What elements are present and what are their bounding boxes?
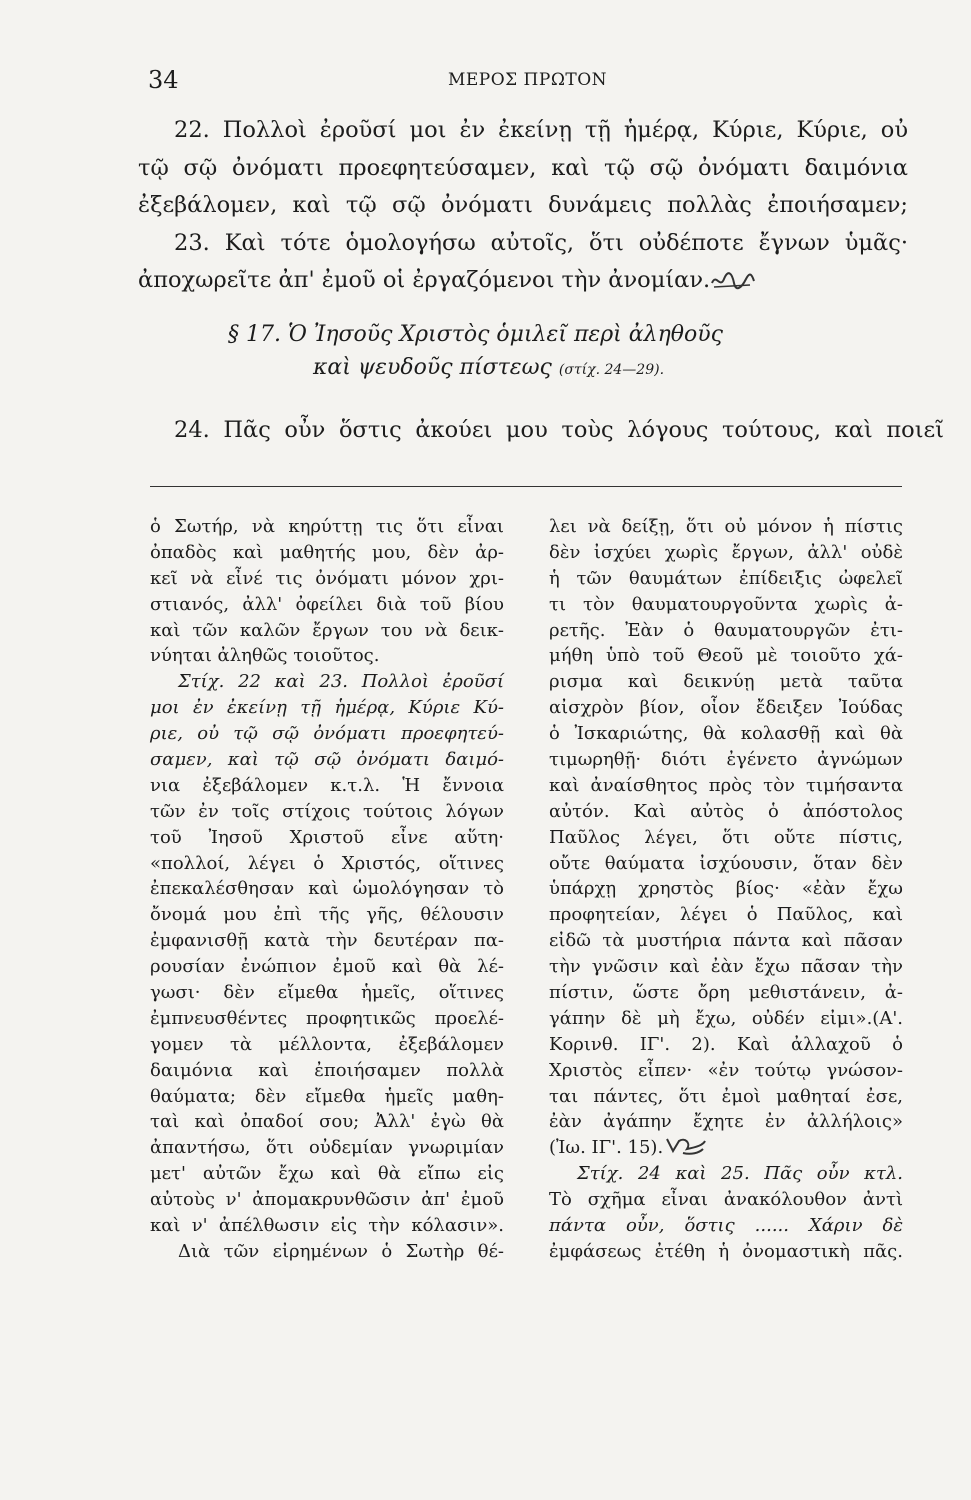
verse-24-text: 24. Πᾶς οὖν ὅστις ἀκούει μου τοὺς λόγους τούτους, καὶ ποιεῖ <box>174 417 944 443</box>
commentary-line: ὀπαδὸς καὶ μαθητής μου, δὲν ἀρ- <box>150 541 504 563</box>
commentary-line: ὁ Ἰσκαριώτης, θὰ κολασθῇ καὶ θὰ <box>549 723 903 745</box>
commentary-line: τι τὸν θαυματουργοῦντα χωρὶς ἀ- <box>549 593 903 615</box>
commentary-line: μοι ἐν ἐκείνῃ τῇ ἡμέρᾳ, Κύριε Κύ- <box>150 697 504 719</box>
commentary-line: τῶν ἐν τοῖς στίχοις τούτοις λόγων <box>150 800 504 822</box>
handwritten-mark-icon <box>710 269 756 291</box>
commentary-line: νια ἐξεβάλομεν κ.τ.λ. Ἡ ἔννοια <box>150 774 504 796</box>
commentary-line: ρουσίαν ἐνώπιον ἐμοῦ καὶ θὰ λέ- <box>150 956 504 978</box>
commentary-line: ἀπαντήσω, ὅτι οὐδεμίαν γνωριμίαν <box>150 1137 504 1159</box>
commentary-line: προφητείαν, λέγει ὁ Παῦλος, καὶ <box>549 904 903 926</box>
commentary-line: Παῦλος λέγει, ὅτι οὔτε πίστις, <box>549 826 903 848</box>
main-text-line: ἐξεβάλομεν, καὶ τῷ σῷ ὀνόματι δυνάμεις πολλὰς ἐποιήσαμεν; <box>138 192 908 218</box>
commentary-line: σαμεν, καὶ τῷ σῷ ὀνόματι δαιμό- <box>150 749 504 771</box>
commentary-line: ἐπεκαλέσθησαν καὶ ὡμολόγησαν τὸ <box>150 878 504 900</box>
commentary-left-column <box>150 514 504 1265</box>
main-text-line: 22. Πολλοὶ ἐροῦσί μοι ἐν ἐκείνῃ τῇ ἡμέρᾳ, Κύριε, Κύριε, οὐ <box>174 117 908 143</box>
commentary-line: ἐμφάσεως ἐτέθη ἡ ὀνομαστικὴ πᾶς. <box>549 1240 903 1262</box>
section-heading-title: καὶ ψευδοῦς πίστεως <box>313 355 552 380</box>
commentary-line: ται πάντες, ὅτι ἐμοὶ μαθηταί ἐσε, <box>549 1085 903 1107</box>
commentary-line: στιανός, ἀλλ' ὀφείλει διὰ τοῦ βίου <box>150 593 504 615</box>
commentary-line: μήθη ὑπὸ τοῦ Θεοῦ μὲ τοιοῦτο χά- <box>549 645 903 667</box>
commentary-line: οὔτε θαύματα ἰσχύουσιν, ὅταν δὲν <box>549 852 903 874</box>
commentary-line: πίστιν, ὥστε ὄρη μεθιστάνειν, ἀ- <box>549 982 903 1004</box>
commentary-line: ἡ τῶν θαυμάτων ἐπίδειξις ὠφελεῖ <box>549 567 903 589</box>
commentary-line: (Ἰω. ΙΓ'. 15). <box>549 1137 664 1159</box>
commentary-line: γομεν τὰ μέλλοντα, ἐξεβάλομεν <box>150 1033 504 1055</box>
commentary-line: ρετῆς. Ἐὰν ὁ θαυματουργῶν ἐτι- <box>549 619 903 641</box>
main-scripture-text <box>138 112 908 300</box>
commentary-line: δαιμόνια καὶ ἐποιήσαμεν πολλὰ <box>150 1059 504 1081</box>
commentary-line: Διὰ τῶν εἰρημένων ὁ Σωτὴρ θέ- <box>178 1240 504 1262</box>
commentary-line: καὶ ν' ἀπέλθωσιν εἰς τὴν κόλασιν». <box>150 1215 504 1237</box>
commentary-line: δὲν ἰσχύει χωρὶς ἔργων, ἀλλ' οὐδὲ <box>549 541 903 563</box>
commentary-line: ἐὰν ἀγάπην ἔχητε ἐν ἀλλήλοις» <box>549 1111 903 1133</box>
commentary-line: Χριστὸς εἶπεν· «ἐν τούτῳ γνώσον- <box>549 1059 903 1081</box>
commentary-line: τοῦ Ἰησοῦ Χριστοῦ εἶνε αὕτη· <box>150 826 504 848</box>
main-text-line: ἀποχωρεῖτε ἀπ' ἐμοῦ οἱ ἐργαζόμενοι τὴν ἀνομίαν. <box>138 267 711 293</box>
commentary-line: νύηται ἀληθῶς τοιοῦτος. <box>150 645 380 667</box>
section-heading-line1: § 17. Ὁ Ἰησοῦς Χριστὸς ὁμιλεῖ περὶ ἀληθοῦς <box>228 322 723 347</box>
commentary-line: εἰδῶ τὰ μυστήρια πάντα καὶ πᾶσαν <box>549 930 903 952</box>
page-number: 34 <box>148 66 179 94</box>
main-text-line-last <box>138 262 908 300</box>
main-text-line: τῷ σῷ ὀνόματι προεφητεύσαμεν, καὶ τῷ σῷ ὀνόματι δαιμόνια <box>138 154 908 181</box>
handwritten-mark-icon <box>663 1135 709 1157</box>
main-text-line: 23. Καὶ τότε ὁμολογήσω αὐτοῖς, ὅτι οὐδέποτε ἔγνων ὑμᾶς· <box>174 229 908 256</box>
commentary-line: καὶ ἀναίσθητος πρὸς τὸν τιμήσαντα <box>549 774 903 796</box>
commentary-line: Τὸ σχῆμα εἶναι ἀνακόλουθον ἀντὶ <box>549 1189 903 1211</box>
commentary-line: αἰσχρὸν βίον, οἷον ἔδειξεν Ἰούδας <box>549 697 903 719</box>
commentary-line: αὐτόν. Καὶ αὐτὸς ὁ ἀπόστολος <box>549 800 903 822</box>
commentary-line: «πολλοί, λέγει ὁ Χριστός, οἵτινες <box>150 852 504 874</box>
footnote-divider <box>150 486 902 487</box>
page-header <box>148 66 907 96</box>
commentary-line: αὐτοὺς ν' ἀπομακρυνθῶσιν ἀπ' ἐμοῦ <box>150 1189 504 1211</box>
commentary-right-column <box>549 514 903 1265</box>
commentary-line: ἐμπνευσθέντες προφητικῶς προελέ- <box>150 1007 504 1029</box>
commentary-line: γάπην δὲ μὴ ἔχω, οὐδέν εἰμι».(Α'. <box>549 1007 903 1029</box>
commentary-line: καὶ τῶν καλῶν ἔργων του νὰ δεικ- <box>150 619 504 641</box>
commentary-line-with-mark <box>549 1135 903 1161</box>
verse-reference: (στίχ. 24—29). <box>558 362 665 378</box>
section-heading-line2 <box>138 351 908 387</box>
commentary-line: πάντα οὖν, ὅστις ...... Χάριν δὲ <box>549 1215 903 1237</box>
running-title: ΜΕΡΟΣ ΠΡΩΤΟΝ <box>447 70 608 90</box>
commentary-line: Στίχ. 24 καὶ 25. Πᾶς οὖν κτλ. <box>577 1163 903 1185</box>
commentary-line: μετ' αὐτῶν ἔχω καὶ θὰ εἴπω εἰς <box>150 1163 504 1185</box>
commentary-line: λει νὰ δείξῃ, ὅτι οὐ μόνον ἡ πίστις <box>549 516 903 537</box>
commentary-line: ὁ Σωτήρ, νὰ κηρύττῃ τις ὅτι εἶναι <box>150 516 504 537</box>
commentary-line: ὄνομά μου ἐπὶ τῆς γῆς, θέλουσιν <box>150 904 504 926</box>
commentary-line: ταὶ καὶ ὀπαδοί σου; Ἀλλ' ἐγὼ θὰ <box>150 1111 504 1133</box>
commentary-line: τιμωρηθῇ· διότι ἐγένετο ἀγνώμων <box>549 749 903 771</box>
commentary-line: θαύματα; δὲν εἴμεθα ἡμεῖς μαθη- <box>150 1085 504 1107</box>
commentary-line: κεῖ νὰ εἶνέ τις ὀνόματι μόνον χρι- <box>150 567 504 589</box>
commentary-line: γωσι· δὲν εἴμεθα ἡμεῖς, οἵτινες <box>150 982 504 1004</box>
commentary-line: Κορινθ. ΙΓ'. 2). Καὶ ἀλλαχοῦ ὁ <box>549 1033 903 1055</box>
commentary-line: τὴν γνῶσιν καὶ ἐὰν ἔχω πᾶσαν τὴν <box>549 956 903 978</box>
section-heading <box>138 318 908 387</box>
commentary-line: ριε, οὐ τῷ σῷ ὀνόματι προεφητεύ- <box>150 723 504 745</box>
commentary-line: ρισμα καὶ δεικνύῃ μετὰ ταῦτα <box>549 671 903 693</box>
commentary-line: ἐμφανισθῇ κατὰ τὴν δευτέραν πα- <box>150 930 504 952</box>
commentary-line: ὑπάρχῃ χρηστὸς βίος· «ἐὰν ἔχω <box>549 878 903 900</box>
commentary-line: Στίχ. 22 καὶ 23. Πολλοὶ ἐροῦσί <box>178 671 504 693</box>
